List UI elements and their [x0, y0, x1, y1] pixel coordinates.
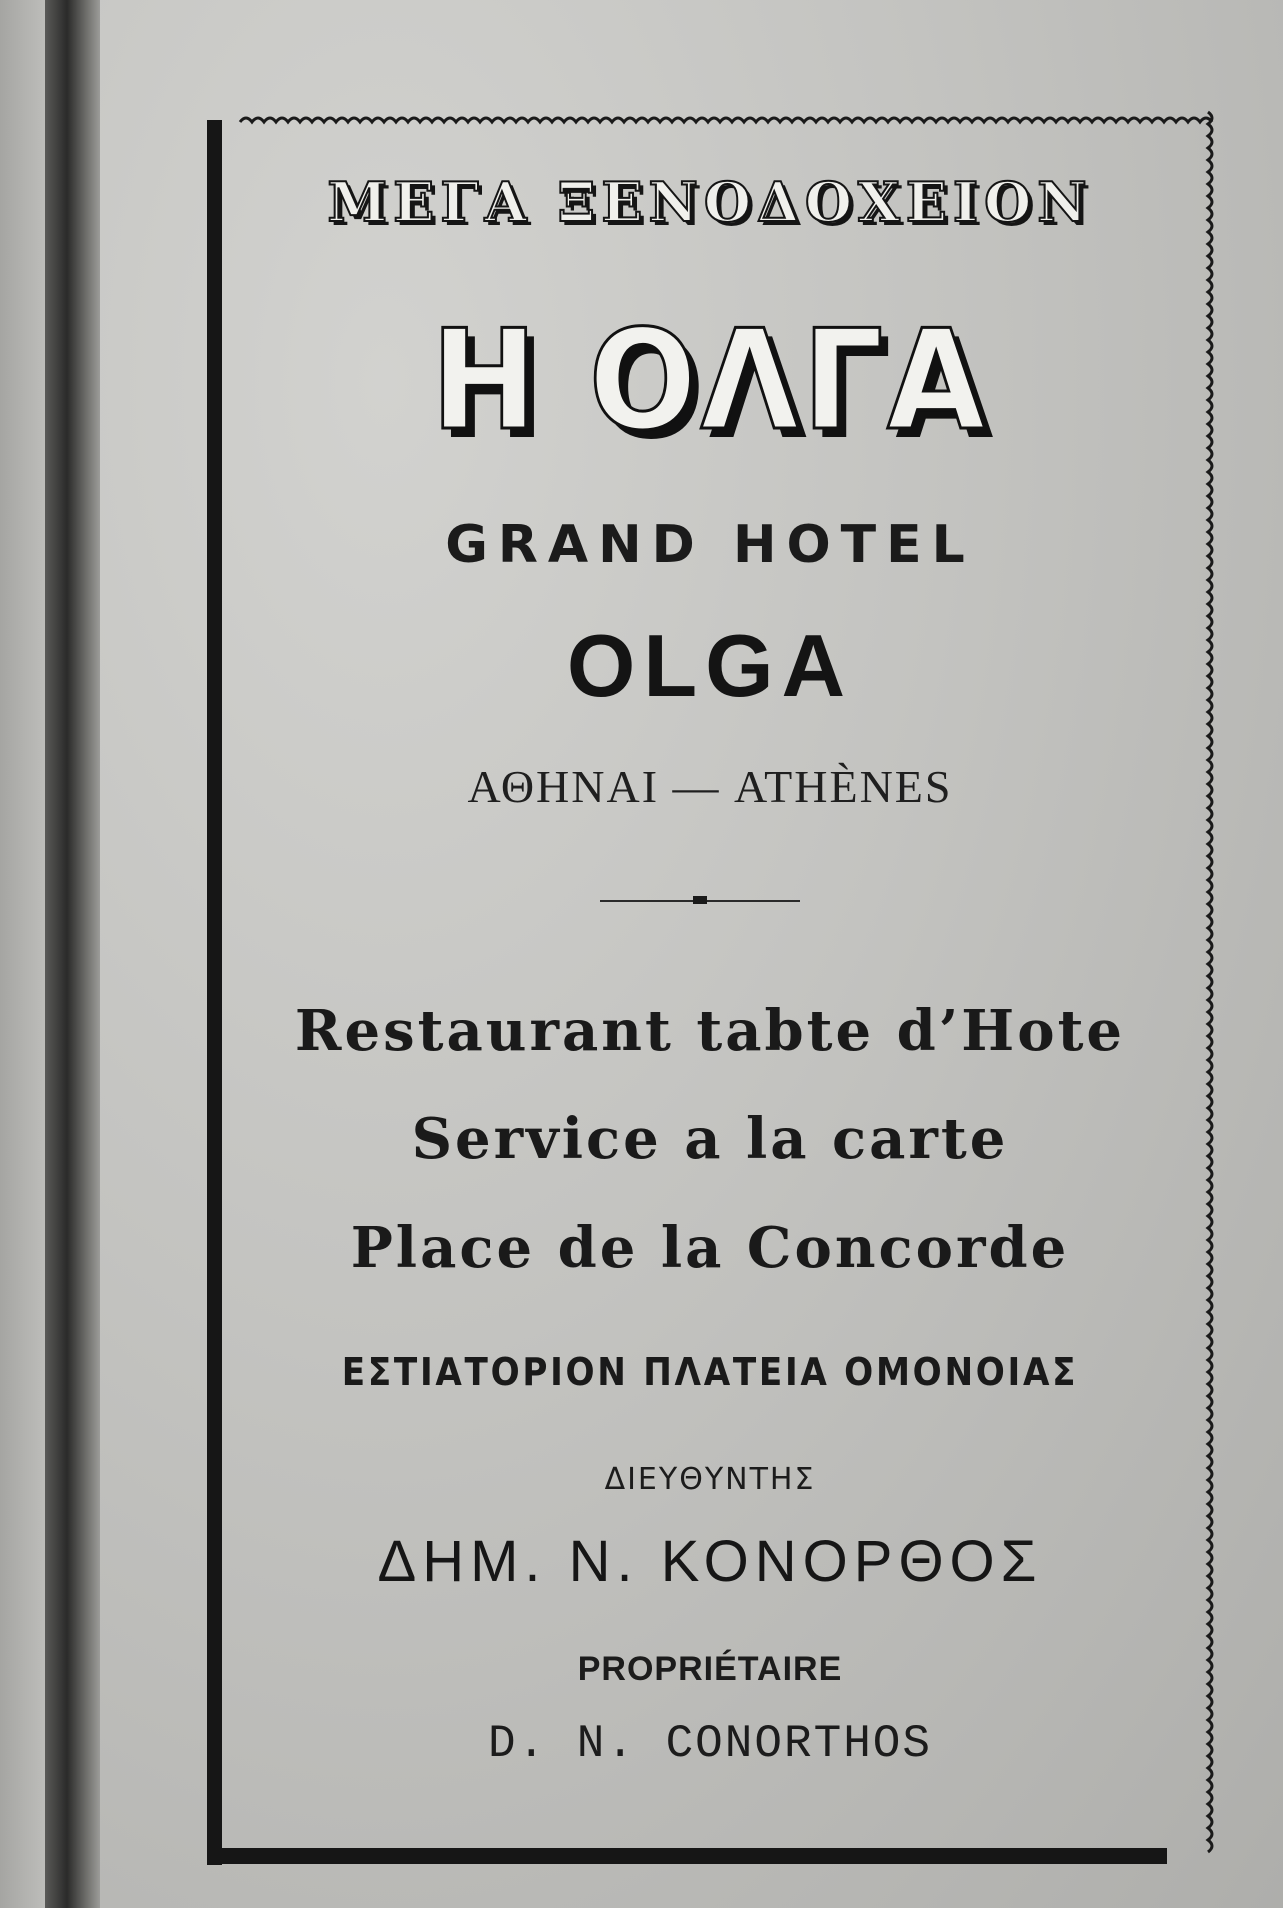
location-line: ΑΘΗΝΑΙ — ATHÈNES — [467, 761, 953, 812]
hotel-name-greek: Η ΟΛΓΑ — [431, 300, 989, 461]
hotel-advertisement — [230, 110, 1190, 1850]
restaurant-greek-line: ΕΣΤΙΑΤΟΡΙΟΝ ΠΛΑΤΕΙΑ ΟΜΟΝΟΙΑΣ — [341, 1350, 1079, 1394]
service-line-restaurant: Restaurant tabte d’Hote — [294, 998, 1126, 1064]
left-border-rule — [207, 120, 222, 1865]
proprietor-label: PROPRIÉTAIRE — [577, 1650, 843, 1688]
service-line-a-la-carte: Service a la carte — [411, 1106, 1009, 1172]
director-label: ΔΙΕΥΘΥΝΤΗΣ — [604, 1462, 816, 1497]
director-name-greek: ΔΗΜ. Ν. ΚΟΝΟΡΘΟΣ — [377, 1529, 1043, 1594]
heading-french: GRAND HOTEL — [445, 515, 975, 575]
divider-ornament — [693, 896, 707, 904]
proprietor-name: D. N. CONORTHOS — [487, 1718, 933, 1770]
heading-greek: ΜΕΓΑ ΞΕΝΟΔΟΧΕΙΟΝ — [327, 170, 1093, 234]
wavy-right-edge — [1208, 112, 1212, 1852]
service-line-address: Place de la Concorde — [350, 1215, 1070, 1281]
bottom-border-rule — [207, 1848, 1167, 1864]
hotel-name-latin: OLGA — [566, 616, 854, 715]
